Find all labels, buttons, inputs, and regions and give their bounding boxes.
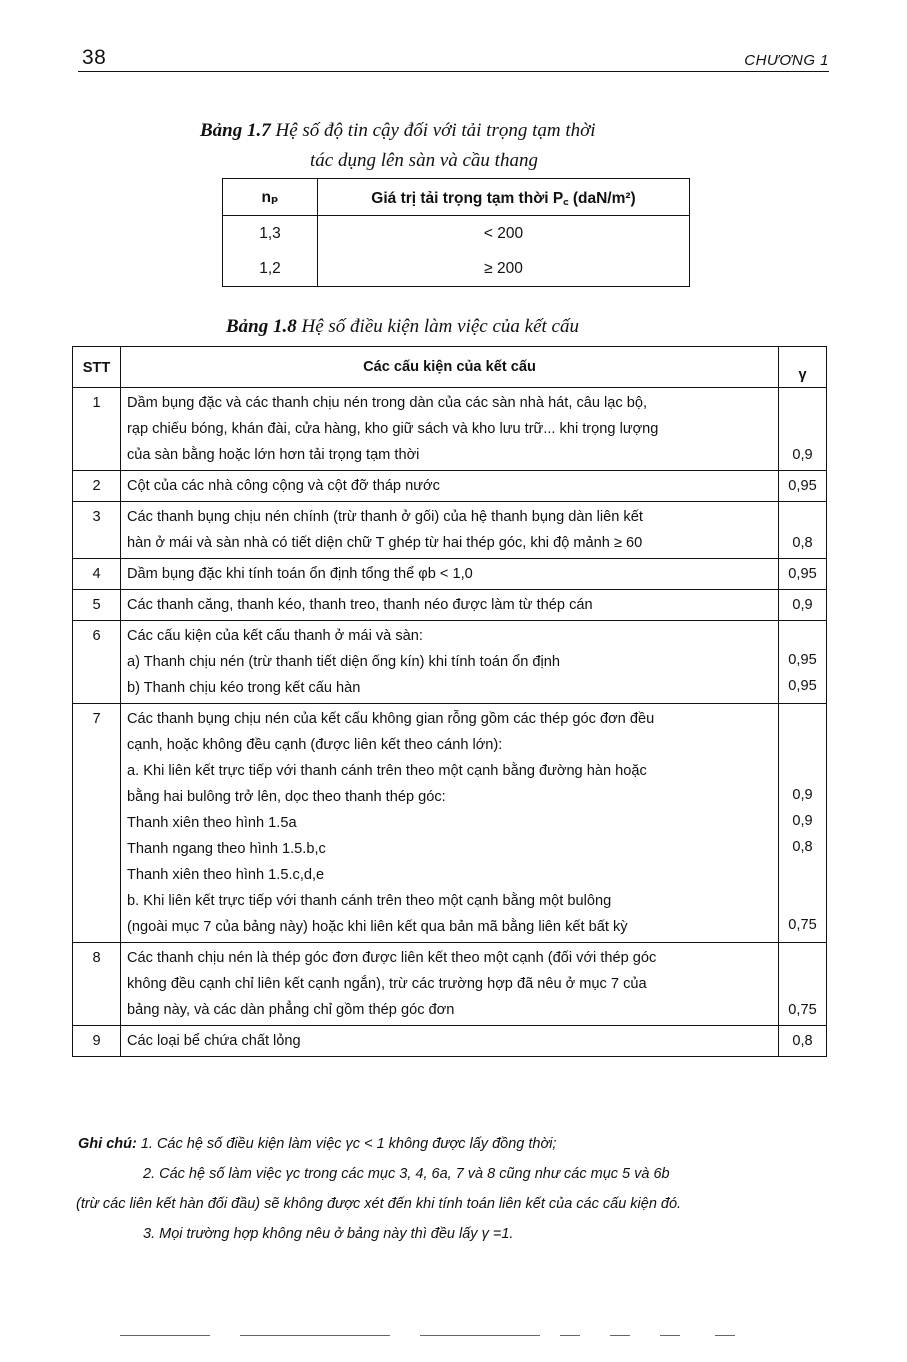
cell-gamma: 0,9 bbox=[779, 590, 827, 621]
note-1 bbox=[78, 1130, 556, 1159]
cell-description bbox=[121, 388, 779, 471]
gamma-line: 0,95 bbox=[788, 678, 817, 694]
header-rule bbox=[78, 71, 829, 72]
note-2: 2. Các hệ số làm việc γc trong các mục 3, 4, 6a, 7 và 8 cũng như các mục 5 và 6b bbox=[143, 1166, 670, 1182]
note-1-text: 1. Các hệ số điều kiện làm việc γc < 1 không được lấy đồng thời; bbox=[136, 1136, 557, 1152]
cell-description bbox=[121, 590, 779, 621]
description-line: của sàn bằng hoặc lớn hơn tải trọng tạm thời bbox=[127, 447, 420, 463]
description-line: bằng hai bulông trở lên, dọc theo thanh thép góc: bbox=[127, 789, 446, 805]
cell-description bbox=[121, 704, 779, 943]
description-line: Các loại bể chứa chất lỏng bbox=[127, 1033, 301, 1049]
cell-gamma: 0,8 bbox=[779, 1026, 827, 1057]
table-header-row bbox=[223, 179, 690, 216]
column-header-np: nₚ bbox=[223, 179, 318, 216]
description-line: Các cấu kiện của kết cấu thanh ở mái và sàn: bbox=[127, 628, 423, 644]
table-1-8-caption bbox=[226, 316, 579, 338]
cell-description bbox=[121, 943, 779, 1026]
cell-stt: 7 bbox=[73, 704, 121, 943]
description-line: Thanh ngang theo hình 1.5.b,c bbox=[127, 841, 326, 857]
gamma-line: 0,9 bbox=[792, 787, 813, 803]
note-2-continued: (trừ các liên kết hàn đối đầu) sẽ không được xét đến khi tính toán liên kết của các cấu kiện đó. bbox=[76, 1196, 682, 1212]
table-row bbox=[73, 502, 827, 559]
table-row bbox=[73, 943, 827, 1026]
table-1-8 bbox=[72, 346, 827, 1057]
cell-description bbox=[121, 1026, 779, 1057]
description-line: b) Thanh chịu kéo trong kết cấu hàn bbox=[127, 680, 361, 696]
description-line: không đều cạnh chỉ liên kết cạnh ngắn), trừ các trường hợp đã nêu ở mục 7 của bbox=[127, 976, 647, 992]
column-header-stt: STT bbox=[73, 347, 121, 388]
table-1-7 bbox=[222, 178, 690, 287]
table-row bbox=[73, 559, 827, 590]
cell-gamma: 0,9 bbox=[779, 388, 827, 471]
table-1-7-caption-label: Bảng 1.7 bbox=[200, 120, 271, 141]
cell-np: 1,3 bbox=[223, 216, 318, 252]
table-row bbox=[223, 251, 690, 287]
description-line: Dầm bụng đặc và các thanh chịu nén trong dàn của các sàn nhà hát, câu lạc bộ, bbox=[127, 395, 648, 411]
description-line: Thanh xiên theo hình 1.5.c,d,e bbox=[127, 867, 325, 883]
cell-stt: 5 bbox=[73, 590, 121, 621]
cell-gamma: 0,75 bbox=[779, 943, 827, 1026]
table-header-row bbox=[73, 347, 827, 388]
page-number: 38 bbox=[82, 46, 107, 69]
gamma-line: 0,95 bbox=[788, 652, 817, 668]
table-1-7-caption bbox=[200, 120, 596, 142]
table-1-7-caption-line2: tác dụng lên sàn và cầu thang bbox=[310, 150, 538, 171]
cell-stt: 8 bbox=[73, 943, 121, 1026]
cell-load-value: ≥ 200 bbox=[318, 251, 690, 287]
description-line: a. Khi liên kết trực tiếp với thanh cánh trên theo một cạnh bằng đường hàn hoặc bbox=[127, 763, 647, 779]
table-row bbox=[73, 704, 827, 943]
description-line: Cột của các nhà công cộng và cột đỡ tháp nước bbox=[127, 478, 440, 494]
description-line: Các thanh bụng chịu nén của kết cấu không gian rỗng gồm các thép góc đơn đều bbox=[127, 711, 655, 727]
table-row bbox=[73, 590, 827, 621]
gamma-line: 0,75 bbox=[788, 917, 817, 933]
table-1-8-caption-text: Hệ số điều kiện làm việc của kết cấu bbox=[296, 316, 579, 337]
gamma-line bbox=[779, 704, 826, 730]
gamma-line: 0,9 bbox=[792, 813, 813, 829]
scan-mark bbox=[610, 1335, 630, 1336]
table-row bbox=[223, 216, 690, 252]
scan-mark bbox=[120, 1335, 210, 1336]
chapter-title: CHƯƠNG 1 bbox=[744, 52, 829, 69]
cell-gamma: 0,95 bbox=[779, 471, 827, 502]
column-header-components: Các cấu kiện của kết cấu bbox=[121, 347, 779, 388]
cell-gamma bbox=[779, 704, 827, 943]
notes-label: Ghi chú: bbox=[78, 1136, 137, 1152]
gamma-line bbox=[779, 621, 826, 647]
cell-stt: 6 bbox=[73, 621, 121, 704]
cell-stt: 1 bbox=[73, 388, 121, 471]
scan-mark bbox=[560, 1335, 580, 1336]
description-line: (ngoài mục 7 của bảng này) hoặc khi liên kết qua bản mã bằng liên kết bất kỳ bbox=[127, 919, 628, 935]
scan-mark bbox=[715, 1335, 735, 1336]
description-line: hàn ở mái và sàn nhà có tiết diện chữ T ghép từ hai thép góc, khi độ mảnh ≥ 60 bbox=[127, 535, 643, 551]
column-header-gamma: γ bbox=[779, 347, 827, 388]
cell-stt: 4 bbox=[73, 559, 121, 590]
table-row bbox=[73, 388, 827, 471]
description-line: Thanh xiên theo hình 1.5a bbox=[127, 815, 297, 831]
table-1-7-caption-text: Hệ số độ tin cậy đối với tải trọng tạm thời bbox=[270, 120, 596, 141]
cell-description bbox=[121, 621, 779, 704]
scan-mark bbox=[660, 1335, 680, 1336]
cell-load-value: < 200 bbox=[318, 216, 690, 252]
scan-mark bbox=[420, 1335, 540, 1336]
cell-stt: 9 bbox=[73, 1026, 121, 1057]
cell-description bbox=[121, 559, 779, 590]
description-line: Các thanh chịu nén là thép góc đơn được liên kết theo một cạnh (đối với thép góc bbox=[127, 950, 657, 966]
table-row bbox=[73, 1026, 827, 1057]
column-header-load-value: Giá trị tải trọng tạm thời P꜀ (daN/m²) bbox=[318, 179, 690, 216]
cell-gamma bbox=[779, 621, 827, 704]
description-line: a) Thanh chịu nén (trừ thanh tiết diện ống kín) khi tính toán ổn định bbox=[127, 654, 561, 670]
cell-description bbox=[121, 471, 779, 502]
gamma-line: 0,8 bbox=[792, 839, 813, 855]
cell-stt: 3 bbox=[73, 502, 121, 559]
gamma-line bbox=[779, 730, 826, 756]
gamma-line bbox=[779, 886, 826, 912]
scan-mark bbox=[240, 1335, 390, 1336]
cell-gamma: 0,95 bbox=[779, 559, 827, 590]
description-line: rạp chiếu bóng, khán đài, cửa hàng, kho giữ sách và kho lưu trữ... khi trọng lượng bbox=[127, 421, 659, 437]
description-line: Dầm bụng đặc khi tính toán ổn định tổng thể φb < 1,0 bbox=[127, 566, 473, 582]
description-line: cạnh, hoặc không đều cạnh (được liên kết theo cánh lớn): bbox=[127, 737, 503, 753]
cell-gamma: 0,8 bbox=[779, 502, 827, 559]
table-row bbox=[73, 471, 827, 502]
description-line: Các thanh bụng chịu nén chính (trừ thanh ở gối) của hệ thanh bụng dàn liên kết bbox=[127, 509, 643, 525]
cell-np: 1,2 bbox=[223, 251, 318, 287]
table-row bbox=[73, 621, 827, 704]
cell-description bbox=[121, 502, 779, 559]
description-line: Các thanh căng, thanh kéo, thanh treo, thanh néo được làm từ thép cán bbox=[127, 597, 593, 613]
note-3: 3. Mọi trường hợp không nêu ở bảng này thì đều lấy γ =1. bbox=[143, 1226, 514, 1242]
table-1-8-caption-label: Bảng 1.8 bbox=[226, 316, 297, 337]
description-line: b. Khi liên kết trực tiếp với thanh cánh trên theo một cạnh bằng một bulông bbox=[127, 893, 612, 909]
gamma-line bbox=[779, 860, 826, 886]
gamma-line bbox=[779, 756, 826, 782]
description-line: bảng này, và các dàn phẳng chỉ gồm thép góc đơn bbox=[127, 1002, 455, 1018]
cell-stt: 2 bbox=[73, 471, 121, 502]
